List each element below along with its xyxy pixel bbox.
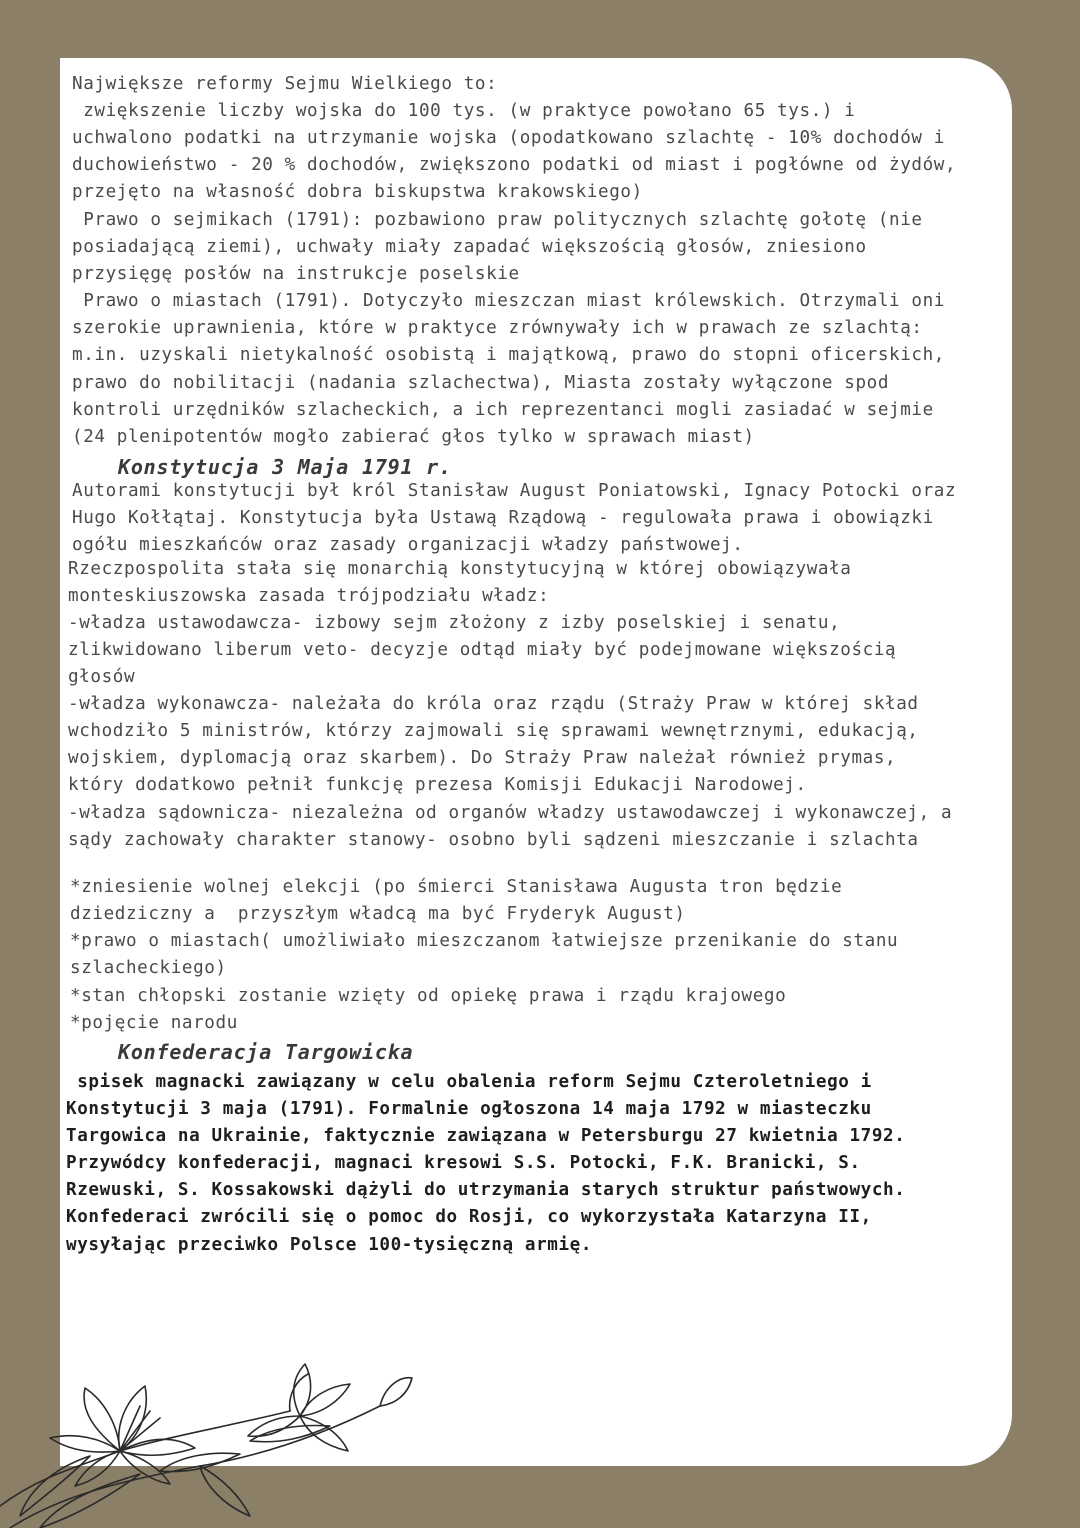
text-line: Prawo o miastach (1791). Dotyczyło mieszczan miast królewskich. Otrzymali oni [72,291,946,311]
text-line: sądy zachowały charakter stanowy- osobno byli sądzeni mieszczanie i szlachta [68,830,919,850]
text-line: przejęto na własność dobra biskupstwa krakowskiego) [72,182,643,202]
text-line: Rzewuski, S. Kossakowski dążyli do utrzymania starych struktur państwowych. [66,1180,906,1200]
heading-konstytucja: Konstytucja 3 Maja 1791 r. [118,455,452,479]
text-line: Prawo o sejmikach (1791): pozbawiono praw politycznych szlachtę gołotę (nie [72,210,923,230]
text-line: *stan chłopski zostanie wzięty od opiekę prawa i rządu krajowego [70,986,787,1006]
text-line: duchowieństwo - 20 % dochodów, zwiększono podatki od miast i pogłówne od żydów, [72,155,957,175]
text-line: Autorami konstytucji był król Stanisław August Poniatowski, Ignacy Potocki oraz [72,481,957,501]
text-line: posiadającą ziemi), uchwały miały zapadać większością głosów, zniesiono [72,237,867,257]
text-line: *prawo o miastach( umożliwiało mieszczanom łatwiejsze przenikanie do stanu [70,931,899,951]
text-line: (24 plenipotentów mogło zabierać głos tylko w sprawach miast) [72,427,755,447]
text-line: wysyłając przeciwko Polsce 100-tysięczną armię. [66,1235,593,1255]
text-line: -władza ustawodawcza- izbowy sejm złożony z izby poselskiej i senatu, [68,613,841,633]
text-line: -władza wykonawcza- należała do króla oraz rządu (Straży Praw w której skład [68,694,919,714]
text-line: ogółu mieszkańców oraz zasady organizacji władzy państwowej. [72,535,744,555]
text-line: który dodatkowo pełnił funkcję prezesa Komisji Edukacji Narodowej. [68,775,807,795]
text-line: m.in. uzyskali nietykalność osobistą i majątkową, prawo do stopni oficerskich, [72,345,946,365]
text-line: Targowica na Ukrainie, faktycznie zawiązana w Petersburgu 27 kwietnia 1792. [66,1126,906,1146]
text-line: Konfederaci zwrócili się o pomoc do Rosji, co wykorzystała Katarzyna II, [66,1207,872,1227]
text-line: Konstytucji 3 maja (1791). Formalnie ogłoszona 14 maja 1792 w miasteczku [66,1099,872,1119]
text-line: szerokie uprawnienia, które w praktyce zrównywały ich w prawach ze szlachtą: [72,318,923,338]
text-line: zlikwidowano liberum veto- decyzje odtąd miały być podejmowane większością [68,640,897,660]
text-line: Przywódcy konfederacji, magnaci kresowi S.S. Potocki, F.K. Branicki, S. [66,1153,861,1173]
text-line: uchwalono podatki na utrzymanie wojska (opodatkowano szlachtę - 10% dochodów i [72,128,946,148]
text-line: wojskiem, dyplomacją oraz skarbem). Do Straży Praw należał również prymas, [68,748,897,768]
text-line: przysięgę posłów na instrukcje poselskie [72,264,520,284]
text-line: Rzeczpospolita stała się monarchią konstytucyjną w której obowiązywała [68,559,852,579]
text-line: wchodziło 5 ministrów, którzy zajmowali się sprawami wewnętrznymi, edukacją, [68,721,919,741]
text-line: zwiększenie liczby wojska do 100 tys. (w praktyce powołano 65 tys.) i [72,101,856,121]
text-line: kontroli urzędników szlacheckich, a ich reprezentanci mogli zasiadać w sejmie [72,400,934,420]
text-line: monteskiuszowska zasada trójpodziału władz: [68,586,550,606]
text-line: *zniesienie wolnej elekcji (po śmierci Stanisława Augusta tron będzie [70,877,843,897]
lily-flower-icon [0,1356,420,1528]
text-line: szlacheckiego) [70,958,227,978]
heading-targowica: Konfederacja Targowicka [118,1040,414,1064]
text-line: spisek magnacki zawiązany w celu obalenia reform Sejmu Czteroletniego i [66,1072,872,1092]
text-line: głosów [68,667,136,687]
text-line: dziedziczny a przyszłym władcą ma być Fryderyk August) [70,904,686,924]
text-line: -władza sądownicza- niezależna od organów władzy ustawodawczej i wykonawczej, a [68,803,953,823]
text-line: Hugo Kołłątaj. Konstytucja była Ustawą Rządową - regulowała prawa i obowiązki [72,508,934,528]
text-line: *pojęcie narodu [70,1013,238,1033]
text-line: prawo do nobilitacji (nadania szlachectwa), Miasta zostały wyłączone spod [72,373,890,393]
text-line: Największe reformy Sejmu Wielkiego to: [72,74,498,94]
